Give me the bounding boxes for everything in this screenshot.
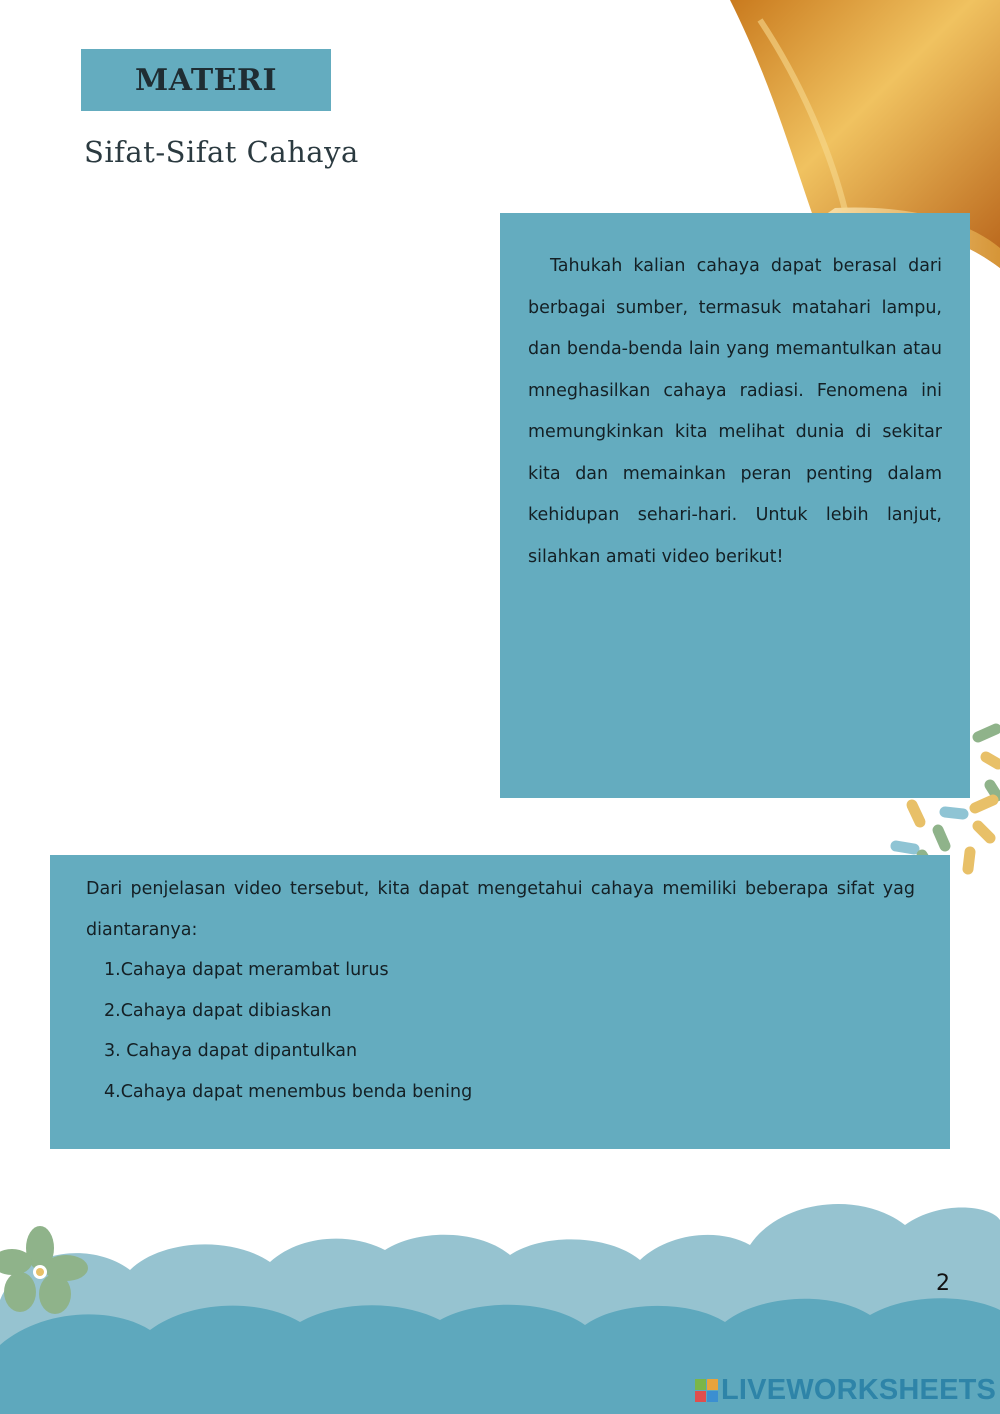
brand-icon: [695, 1379, 719, 1403]
list-item: 3. Cahaya dapat dipantulkan: [104, 1041, 358, 1061]
materi-header: [81, 49, 331, 111]
properties-list: [104, 950, 472, 1112]
brand-name: LIVEWORKSHEETS: [721, 1374, 997, 1406]
materi-header-label: MATERI: [135, 62, 277, 98]
brand-logo: [695, 1374, 996, 1407]
list-item: 2.Cahaya dapat dibiaskan: [104, 1000, 332, 1021]
summary-intro: Dari penjelasan video tersebut, kita dapat mengetahui cahaya memiliki beberapa sifat yag diantaranya:: [86, 879, 915, 940]
page-number: 2: [936, 1271, 950, 1296]
list-item: 1.Cahaya dapat merambat lurus: [104, 960, 389, 980]
intro-panel: [500, 213, 970, 798]
summary-panel: [50, 855, 950, 1149]
page-subtitle: Sifat-Sifat Cahaya: [84, 135, 359, 169]
intro-text: Tahukah kalian cahaya dapat berasal dari berbagai sumber, termasuk matahari lampu, dan benda-benda lain yang memantulkan atau mneghasilkan cahaya radiasi. Fenomena ini memungkinkan kita melihat dunia di sekitar kita dan memainkan peran penting dalam kehidupan sehari-hari. Untuk lebih lanjut, silahkan amati video berikut!: [528, 256, 942, 567]
list-item: 4.Cahaya dapat menembus benda bening: [104, 1081, 473, 1102]
